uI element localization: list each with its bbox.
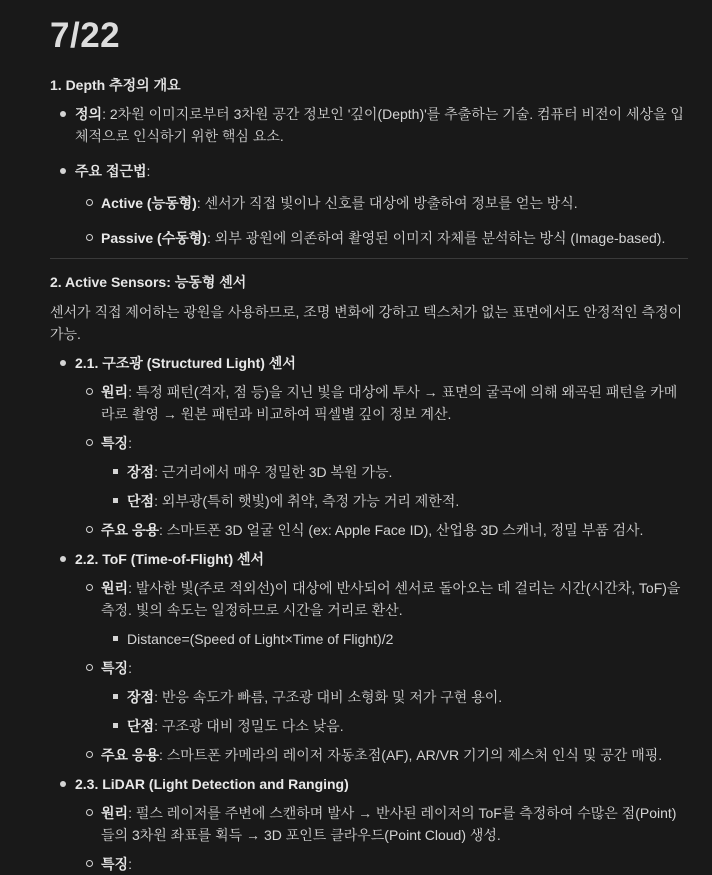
list-item-tof-con: 단점: 구조광 대비 정밀도 다소 낮음. <box>101 715 688 737</box>
tof-features-sublist <box>101 686 688 737</box>
page-title: 7/22 <box>50 16 121 55</box>
structured-light-sublist <box>75 381 688 541</box>
list-item-structured-light: 2.1. 구조광 (Structured Light) 센서 원리: 특정 패턴(격자, 점 등)을 지닌 빛을 대상에 투사 → 표면의 굴곡에 의해 왜곡된 패턴을 카메라로 촬영 → 원본 패턴과 비교하여 픽셀별 깊이 정보 계산. 특징: 장점: 근거리에서 매우 정밀한 3D 복원 가능. 단점: 외부광(특히 햇빛)에 취약, 측정 가능 거리 제한적. 주요 응용: 스마트폰 3D 얼굴 인식 (ex: Apple Face ID), 산업용 3D 스캐너, 정밀 부품 검사. <box>50 352 688 541</box>
list-item-active: Active (능동형): 센서가 직접 빛이나 신호를 대상에 방출하여 정보를 얻는 방식. <box>75 192 688 214</box>
list-item-tof-applications: 주요 응용: 스마트폰 카메라의 레이저 자동초점(AF), AR/VR 기기의 제스처 인식 및 공간 매핑. <box>75 744 688 766</box>
list-item-definition: 정의: 2차원 이미지로부터 3차원 공간 정보인 '깊이(Depth)'를 추출하는 기술. 컴퓨터 비전이 세상을 입체적으로 인식하기 위한 핵심 요소. <box>50 103 688 147</box>
list-item-approaches: 주요 접근법: Active (능동형): 센서가 직접 빛이나 신호를 대상에 방출하여 정보를 얻는 방식. Passive (수동형): 외부 광원에 의존하여 촬영된 이미지 자체를 분석하는 방식 (Image-based). <box>50 160 688 249</box>
list-item-sl-pro: 장점: 근거리에서 매우 정밀한 3D 복원 가능. <box>101 461 688 483</box>
list-item-sl-applications: 주요 응용: 스마트폰 3D 얼굴 인식 (ex: Apple Face ID), 산업용 3D 스캐너, 정밀 부품 검사. <box>75 519 688 541</box>
section-title-depth-overview: 1. Depth 추정의 개요 <box>50 77 181 93</box>
depth-overview-list <box>50 103 688 249</box>
list-item-lidar-features: 특징: <box>75 853 688 875</box>
list-item-passive: Passive (수동형): 외부 광원에 의존하여 촬영된 이미지 자체를 분석하는 방식 (Image-based). <box>75 227 688 249</box>
approach-sublist <box>75 192 688 249</box>
tof-formula-sublist <box>101 628 688 650</box>
list-item-tof-pro: 장점: 반응 속도가 빠름, 구조광 대비 소형화 및 저가 구현 용이. <box>101 686 688 708</box>
list-item-tof-formula: Distance=(Speed of Light×Time of Flight)/2 <box>101 628 688 650</box>
divider <box>50 258 688 259</box>
active-sensors-list <box>50 352 688 875</box>
list-item-sl-principle: 원리: 특정 패턴(격자, 점 등)을 지닌 빛을 대상에 투사 → 표면의 굴곡에 의해 왜곡된 패턴을 카메라로 촬영 → 원본 패턴과 비교하여 픽셀별 깊이 정보 계산. <box>75 381 688 425</box>
list-item-tof-features: 특징: 장점: 반응 속도가 빠름, 구조광 대비 소형화 및 저가 구현 용이. 단점: 구조광 대비 정밀도 다소 낮음. <box>75 657 688 737</box>
list-item-tof-principle: 원리: 발사한 빛(주로 적외선)이 대상에 반사되어 센서로 돌아오는 데 걸리는 시간(시간차, ToF)을 측정. 빛의 속도는 일정하므로 시간을 거리로 환산. Distance=(Speed of Light×Time of Flight)/2 <box>75 577 688 650</box>
list-item-sl-features: 특징: 장점: 근거리에서 매우 정밀한 3D 복원 가능. 단점: 외부광(특히 햇빛)에 취약, 측정 가능 거리 제한적. <box>75 432 688 512</box>
active-sensors-intro: 센서가 직접 제어하는 광원을 사용하므로, 조명 변화에 강하고 텍스처가 없는 표면에서도 안정적인 측정이 가능. <box>50 304 683 342</box>
tof-sublist <box>75 577 688 766</box>
sl-features-sublist <box>101 461 688 512</box>
list-item-lidar-principle: 원리: 펄스 레이저를 주변에 스캔하며 발사 → 반사된 레이저의 ToF를 측정하여 수많은 점(Point)들의 3차원 좌표를 획득 → 3D 포인트 클라우드(Point Cloud) 생성. <box>75 802 688 846</box>
section-title-active-sensors: 2. Active Sensors: 능동형 센서 <box>50 274 247 290</box>
list-item-sl-con: 단점: 외부광(특히 햇빛)에 취약, 측정 가능 거리 제한적. <box>101 490 688 512</box>
list-item-tof: 2.2. ToF (Time-of-Flight) 센서 원리: 발사한 빛(주로 적외선)이 대상에 반사되어 센서로 돌아오는 데 걸리는 시간(시간차, ToF)을 측정. 빛의 속도는 일정하므로 시간을 거리로 환산. Distance=(Speed of Light×Time of Flight)/2 특징: 장점: 반응 속도가 빠름, 구조광 대비 소형화 및 저가 구현 용이. 단점: 구조광 대비 정밀도 다소 낮음. 주요 응용: 스마트폰 카메라의 레이저 자동초점(AF), AR/VR 기기의 제스처 인식 및 공간 매핑. <box>50 548 688 766</box>
list-item-lidar: 2.3. LiDAR (Light Detection and Ranging) 원리: 펄스 레이저를 주변에 스캔하며 발사 → 반사된 레이저의 ToF를 측정하여 수많은 점(Point)들의 3차원 좌표를 획득 → 3D 포인트 클라우드(Point Cloud) 생성. 특징: <box>50 773 688 875</box>
